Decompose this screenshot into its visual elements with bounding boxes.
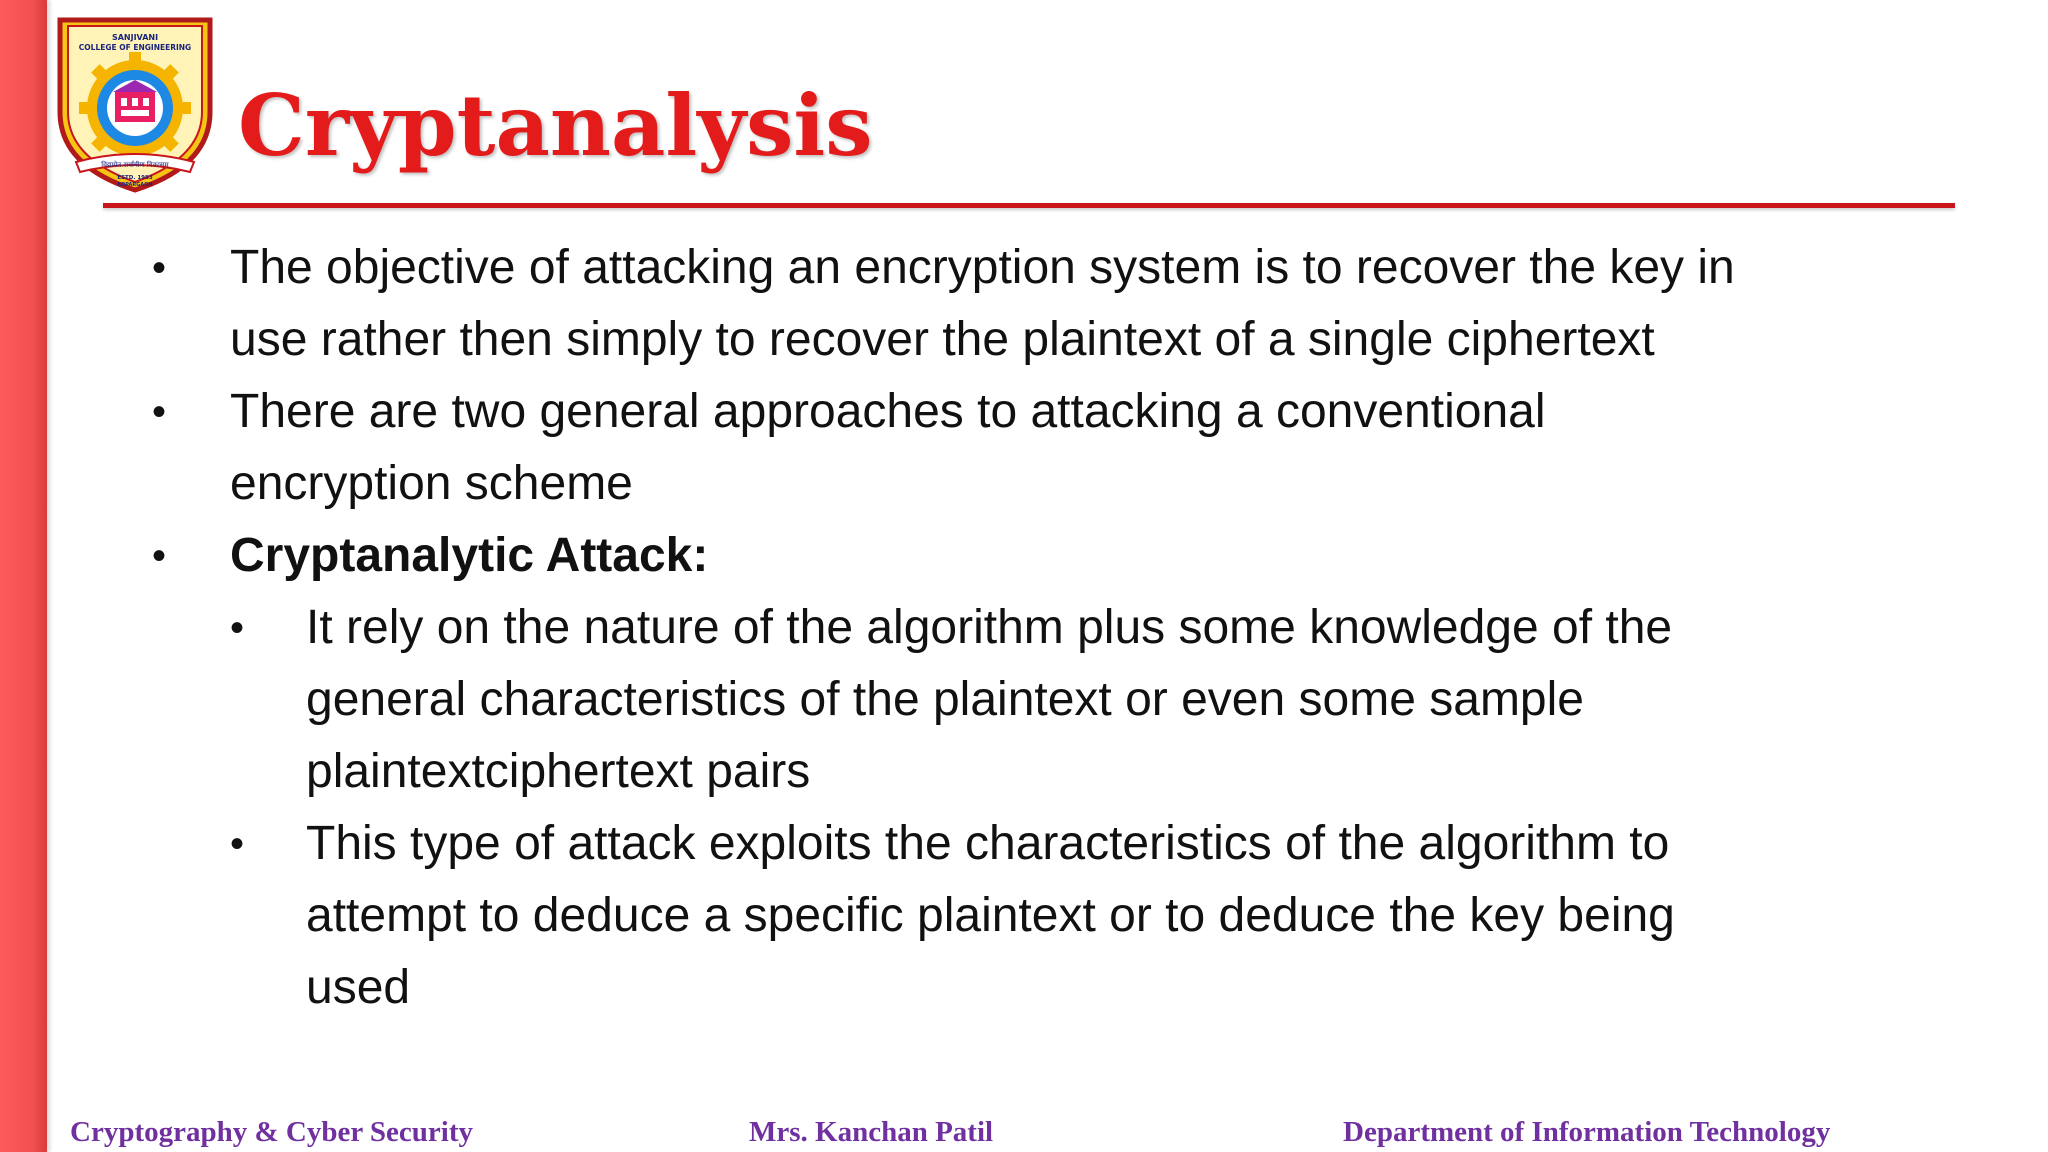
bullet-marker: • [230,606,245,650]
bullet-marker: • [152,390,167,434]
bullet-item [0,232,2048,376]
bullet-line: encryption scheme [230,457,633,510]
title-underline [103,203,1955,208]
college-logo [54,16,216,194]
bullet-heading: Cryptanalytic Attack: [230,529,709,582]
bullet-marker: • [152,246,167,290]
bullet-line: The objective of attacking an encryption system is to recover the key in [230,241,1735,294]
bullet-item [0,376,2048,520]
sub-bullet-item [0,808,2048,1024]
footer-author: Mrs. Kanchan Patil [749,1116,994,1148]
sub-bullet-item [0,592,2048,808]
footer-course: Cryptography & Cyber Security [70,1116,474,1148]
bullet-line: general characteristics of the plaintext or even some sample [306,673,1584,726]
bullet-line: use rather then simply to recover the plaintext of a single ciphertext [230,313,1655,366]
bullet-line: This type of attack exploits the characteristics of the algorithm to [306,817,1670,870]
logo-text-top: SANJIVANI [111,33,159,42]
footer-department: Department of Information Technology [1343,1116,1831,1148]
bullet-marker: • [230,822,245,866]
bullet-marker: • [152,534,167,578]
bullet-line: It rely on the nature of the algorithm plus some knowledge of the [306,601,1673,654]
logo-estd: ESTD. 1983 [117,175,153,181]
bullet-line: attempt to deduce a specific plaintext or to deduce the key being [306,889,1675,942]
bullet-line: plaintextciphertext pairs [306,745,811,798]
bullet-item [0,520,2048,592]
slide-title: Cryptanalysis [238,76,873,175]
logo-text-college: COLLEGE OF ENGINEERING [78,43,192,52]
bullet-line: used [306,961,411,1014]
bullet-list [0,232,2048,1024]
logo-motto: विद्यायेन सर्वांगीण विकासम् [101,161,169,169]
bullet-line: There are two general approaches to attacking a conventional [230,385,1546,438]
logo-place: KOPARGAON [117,182,153,188]
